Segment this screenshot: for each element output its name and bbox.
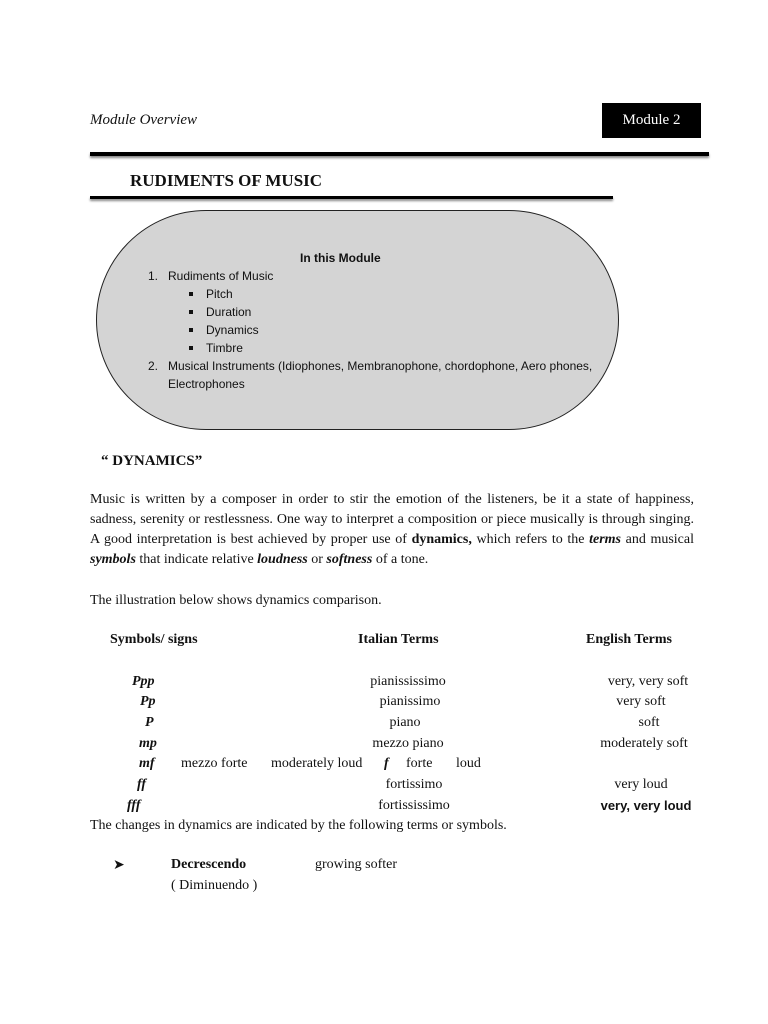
english-term: moderately soft	[600, 736, 688, 751]
italian-term: forte	[406, 756, 433, 771]
english-term: very, very soft	[607, 674, 689, 689]
page-title: RUDIMENTS OF MUSIC	[130, 171, 323, 190]
dynamic-symbol: Pp	[140, 694, 156, 709]
english-term: loud	[456, 756, 481, 771]
dynamic-symbol: ff	[137, 777, 147, 792]
bullet-icon	[189, 310, 193, 314]
module-contents-heading: In this Module	[300, 251, 381, 265]
dynamics-paragraph: Music is written by a composer in order to stir the emotion of the listeners, be it a state of happiness, sadness, serenity or restlessness. One way to interpret a composition or piece musically is through singing. A good interpretation is best achieved by proper use of dynamics, which refers to the terms and musical symbols that indicate relative loudness or softness of a tone.	[90, 492, 695, 567]
english-term: very soft	[616, 694, 666, 709]
title-rule	[90, 196, 613, 199]
section-heading: “ DYNAMICS”	[101, 453, 203, 469]
dynamic-symbol: f	[384, 756, 389, 771]
bullet-icon	[189, 292, 193, 296]
italian-term: fortissimo	[385, 777, 443, 792]
dynamic-term-alt: ( Diminuendo )	[171, 878, 258, 893]
list-item: Musical Instruments (Idiophones, Membranophone, chordophone, Aero phones,	[168, 359, 593, 373]
italian-term: fortississimo	[378, 798, 450, 813]
list-item-continuation: Electrophones	[168, 377, 245, 391]
list-item: Rudiments of Music	[168, 269, 274, 283]
sub-list-item: Pitch	[206, 287, 233, 301]
module-number-badge: Module 2	[602, 103, 701, 138]
changes-intro: The changes in dynamics are indicated by the following terms or symbols.	[90, 818, 507, 833]
english-term: very loud	[614, 777, 668, 792]
italian-term: piano	[389, 715, 421, 730]
dynamic-symbol: mp	[139, 736, 157, 751]
dynamic-symbol: P	[145, 715, 154, 730]
header-rule	[90, 152, 709, 156]
column-header-symbols: Symbols/ signs	[110, 632, 198, 647]
module-overview-label: Module Overview	[90, 112, 198, 128]
english-term: moderately loud	[271, 756, 363, 771]
dynamic-term-meaning: growing softer	[315, 857, 398, 872]
dynamic-symbol: fff	[127, 798, 141, 813]
italian-term: pianissimo	[379, 694, 441, 709]
sub-list-item: Duration	[206, 305, 252, 319]
column-header-italian: Italian Terms	[358, 632, 439, 647]
english-term: very, very loud	[600, 798, 692, 813]
dynamic-term: Decrescendo	[171, 857, 247, 872]
arrow-bullet-icon: ➤	[113, 858, 125, 873]
dynamic-symbol: Ppp	[132, 674, 155, 689]
italian-term: mezzo forte	[181, 756, 248, 771]
module-contents-box	[96, 210, 619, 430]
sub-list-item: Timbre	[206, 341, 243, 355]
bullet-icon	[189, 328, 193, 332]
italian-term: pianississimo	[370, 674, 446, 689]
list-number: 2.	[148, 359, 159, 373]
italian-term: mezzo piano	[372, 736, 444, 751]
column-header-english: English Terms	[586, 632, 672, 647]
dynamic-symbol: mf	[139, 756, 155, 771]
list-number: 1.	[148, 269, 159, 283]
illustration-intro: The illustration below shows dynamics comparison.	[90, 593, 382, 608]
sub-list-item: Dynamics	[206, 323, 259, 337]
english-term: soft	[638, 715, 660, 730]
bullet-icon	[189, 346, 193, 350]
